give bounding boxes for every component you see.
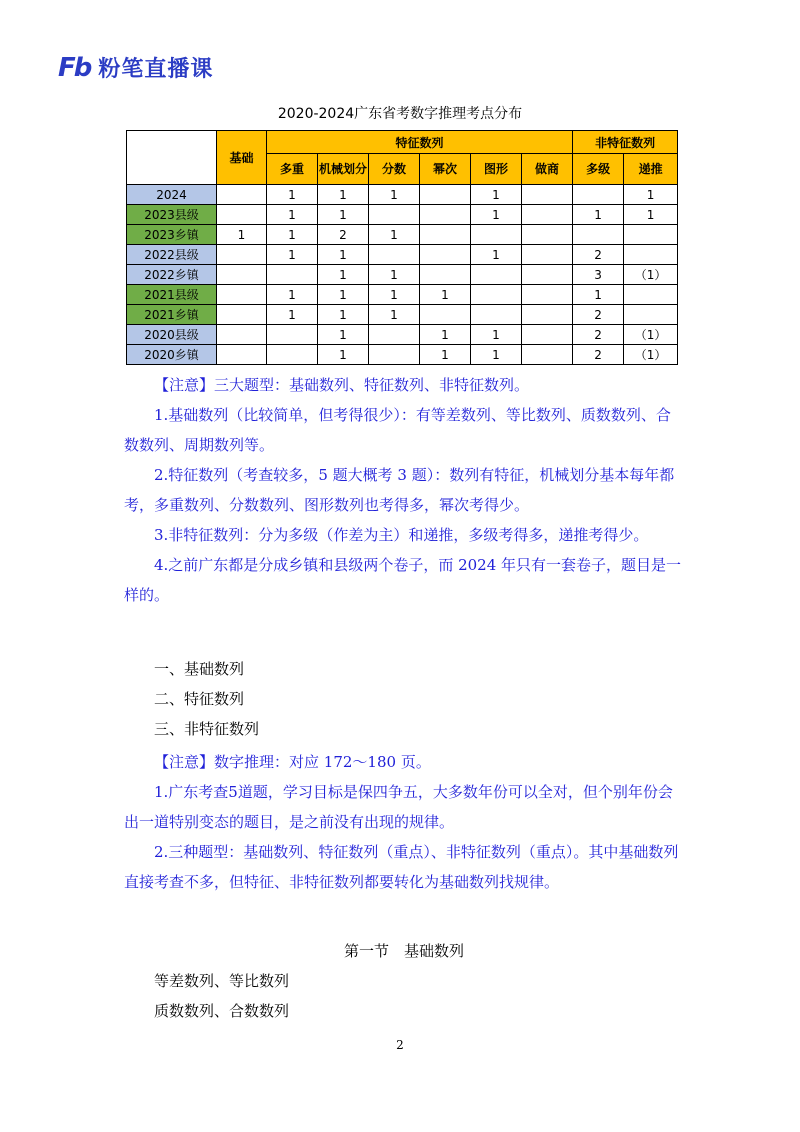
table-cell [420, 185, 471, 205]
table-cell: （1） [624, 265, 678, 285]
note-block-1 [124, 370, 684, 610]
table-cell: 1 [420, 285, 471, 305]
table-row [127, 205, 678, 225]
table-cell: 1 [267, 305, 318, 325]
table-row [127, 265, 678, 285]
table-cell [624, 245, 678, 265]
table-cell [217, 345, 267, 365]
distribution-table [126, 130, 678, 365]
table-cell: 1 [217, 225, 267, 245]
row-label: 2020县级 [127, 325, 217, 345]
note-line: 2.特征数列（考查较多，5 题大概考 3 题）：数列有特征，机械划分基本每年都考，多重数列、分数数列、图形数列也考得多，幂次考得少。 [124, 466, 675, 514]
table-cell [522, 245, 573, 265]
table-cell [217, 185, 267, 205]
table-cell [267, 345, 318, 365]
note-line: 4.之前广东都是分成乡镇和县级两个卷子，而 2024 年只有一套卷子，题目是一样的。 [124, 556, 682, 604]
outline-item: 三、非特征数列 [154, 720, 260, 738]
table-cell: 1 [573, 205, 624, 225]
table-cell [624, 285, 678, 305]
table-cell [624, 225, 678, 245]
subheader-cell: 多级 [573, 154, 624, 185]
table-cell: 1 [318, 265, 369, 285]
note-line: 1.基础数列（比较简单，但考得很少）：有等差数列、等比数列、质数数列、合数数列、周期数列等。 [124, 406, 671, 454]
subheader-cell: 图形 [471, 154, 522, 185]
row-label: 2024 [127, 185, 217, 205]
table-cell: 1 [318, 305, 369, 325]
table-cell [522, 285, 573, 305]
note-head: 【注意】 [154, 753, 215, 771]
row-label: 2023县级 [127, 205, 217, 225]
table-cell: 1 [318, 325, 369, 345]
table-cell: 1 [369, 185, 420, 205]
outline-item: 一、基础数列 [154, 660, 245, 678]
logo [58, 52, 213, 83]
table-row [127, 225, 678, 245]
header-feature: 特征数列 [267, 131, 573, 154]
note-line: 【注意】三大题型：基础数列、特征数列、非特征数列。 [154, 376, 530, 394]
table-row [127, 285, 678, 305]
section-item: 等差数列、等比数列 [154, 972, 290, 990]
table-cell [420, 205, 471, 225]
row-label: 2020乡镇 [127, 345, 217, 365]
subheader-cell: 做商 [522, 154, 573, 185]
outline-item: 二、特征数列 [154, 690, 245, 708]
table-cell [369, 325, 420, 345]
table-row [127, 185, 678, 205]
section-title: 第一节 基础数列 [343, 942, 464, 960]
table-cell: 1 [471, 245, 522, 265]
header-nonfeature: 非特征数列 [573, 131, 678, 154]
table-cell [420, 305, 471, 325]
table-cell [522, 205, 573, 225]
table-cell [522, 265, 573, 285]
table-cell: 1 [267, 285, 318, 305]
table-cell: 1 [369, 305, 420, 325]
table-cell: 2 [573, 305, 624, 325]
subheader-cell: 机械划分 [318, 154, 369, 185]
table-cell: 1 [573, 285, 624, 305]
table-cell: 1 [369, 265, 420, 285]
table-cell [471, 225, 522, 245]
table-row [127, 325, 678, 345]
table-cell: 1 [420, 325, 471, 345]
table-cell: 1 [267, 245, 318, 265]
table-cell: （1） [624, 345, 678, 365]
table-cell [369, 345, 420, 365]
table-cell: 1 [267, 185, 318, 205]
table-cell [369, 205, 420, 225]
row-label: 2021乡镇 [127, 305, 217, 325]
section-item: 质数数列、合数数列 [154, 1002, 290, 1020]
table-cell: 2 [573, 325, 624, 345]
table-cell [420, 225, 471, 245]
page-number: 2 [396, 1038, 404, 1052]
note-line: 2.三种题型：基础数列、特征数列（重点）、非特征数列（重点）。其中基础数列直接考查不多，但特征、非特征数列都要转化为基础数列找规律。 [124, 843, 679, 891]
table-cell [522, 345, 573, 365]
table-cell: 1 [471, 205, 522, 225]
note-head-line [124, 747, 684, 777]
note-line: 1.广东考查5道题，学习目标是保四争五，大多数年份可以全对，但个别年份会出一道特别变态的题目，是之前没有出现的规律。 [124, 783, 673, 831]
table-cell: 2 [573, 345, 624, 365]
table-cell [217, 265, 267, 285]
note-line: 3.非特征数列：分为多级（作差为主）和递推，多级考得多，递推考得少。 [154, 526, 649, 544]
table-cell [420, 245, 471, 265]
table-cell [267, 265, 318, 285]
table-cell [624, 305, 678, 325]
table-cell [573, 225, 624, 245]
table-cell: 1 [267, 225, 318, 245]
table-row [127, 305, 678, 325]
table-cell [267, 325, 318, 345]
table-cell: 1 [420, 345, 471, 365]
logo-mark: Fb [58, 52, 91, 83]
table-cell: 1 [318, 285, 369, 305]
table-cell [471, 285, 522, 305]
table-cell [217, 245, 267, 265]
table-cell: 1 [624, 205, 678, 225]
table-cell: 2 [573, 245, 624, 265]
outline-list [124, 654, 684, 744]
table-cell [522, 185, 573, 205]
table-cell: 3 [573, 265, 624, 285]
table-cell [217, 325, 267, 345]
row-label: 2022县级 [127, 245, 217, 265]
table-cell: 1 [471, 345, 522, 365]
table-cell [217, 305, 267, 325]
table-cell: 2 [318, 225, 369, 245]
table-cell: 1 [267, 205, 318, 225]
header-basic: 基础 [217, 131, 267, 185]
table-cell [217, 205, 267, 225]
table-cell [573, 185, 624, 205]
section-items [124, 966, 684, 1026]
row-label: 2023乡镇 [127, 225, 217, 245]
table-cell: 1 [369, 225, 420, 245]
subheader-cell: 多重 [267, 154, 318, 185]
subheader-cell: 分数 [369, 154, 420, 185]
table-cell [522, 305, 573, 325]
table-cell [369, 245, 420, 265]
table-cell: 1 [471, 185, 522, 205]
table-corner-cell [127, 131, 217, 185]
table-cell: 1 [318, 185, 369, 205]
subheader-cell: 递推 [624, 154, 678, 185]
row-label: 2021县级 [127, 285, 217, 305]
table-cell [471, 265, 522, 285]
table-cell: （1） [624, 325, 678, 345]
table-cell: 1 [471, 325, 522, 345]
table-title: 2020-2024广东省考数字推理考点分布 [277, 106, 523, 122]
logo-text: 粉笔直播课 [98, 57, 214, 82]
table-cell [420, 265, 471, 285]
table-cell: 1 [318, 205, 369, 225]
table-cell: 1 [318, 345, 369, 365]
table-cell: 1 [318, 245, 369, 265]
table-row [127, 345, 678, 365]
row-label: 2022乡镇 [127, 265, 217, 285]
table-cell: 1 [369, 285, 420, 305]
subheader-cell: 幂次 [420, 154, 471, 185]
table-row [127, 245, 678, 265]
table-cell [522, 225, 573, 245]
table-cell [471, 305, 522, 325]
note-block-2 [124, 747, 684, 897]
table-cell [217, 285, 267, 305]
table-cell [522, 325, 573, 345]
note-head-tail: 数字推理：对应 172～180 页。 [214, 753, 431, 771]
table-cell: 1 [624, 185, 678, 205]
